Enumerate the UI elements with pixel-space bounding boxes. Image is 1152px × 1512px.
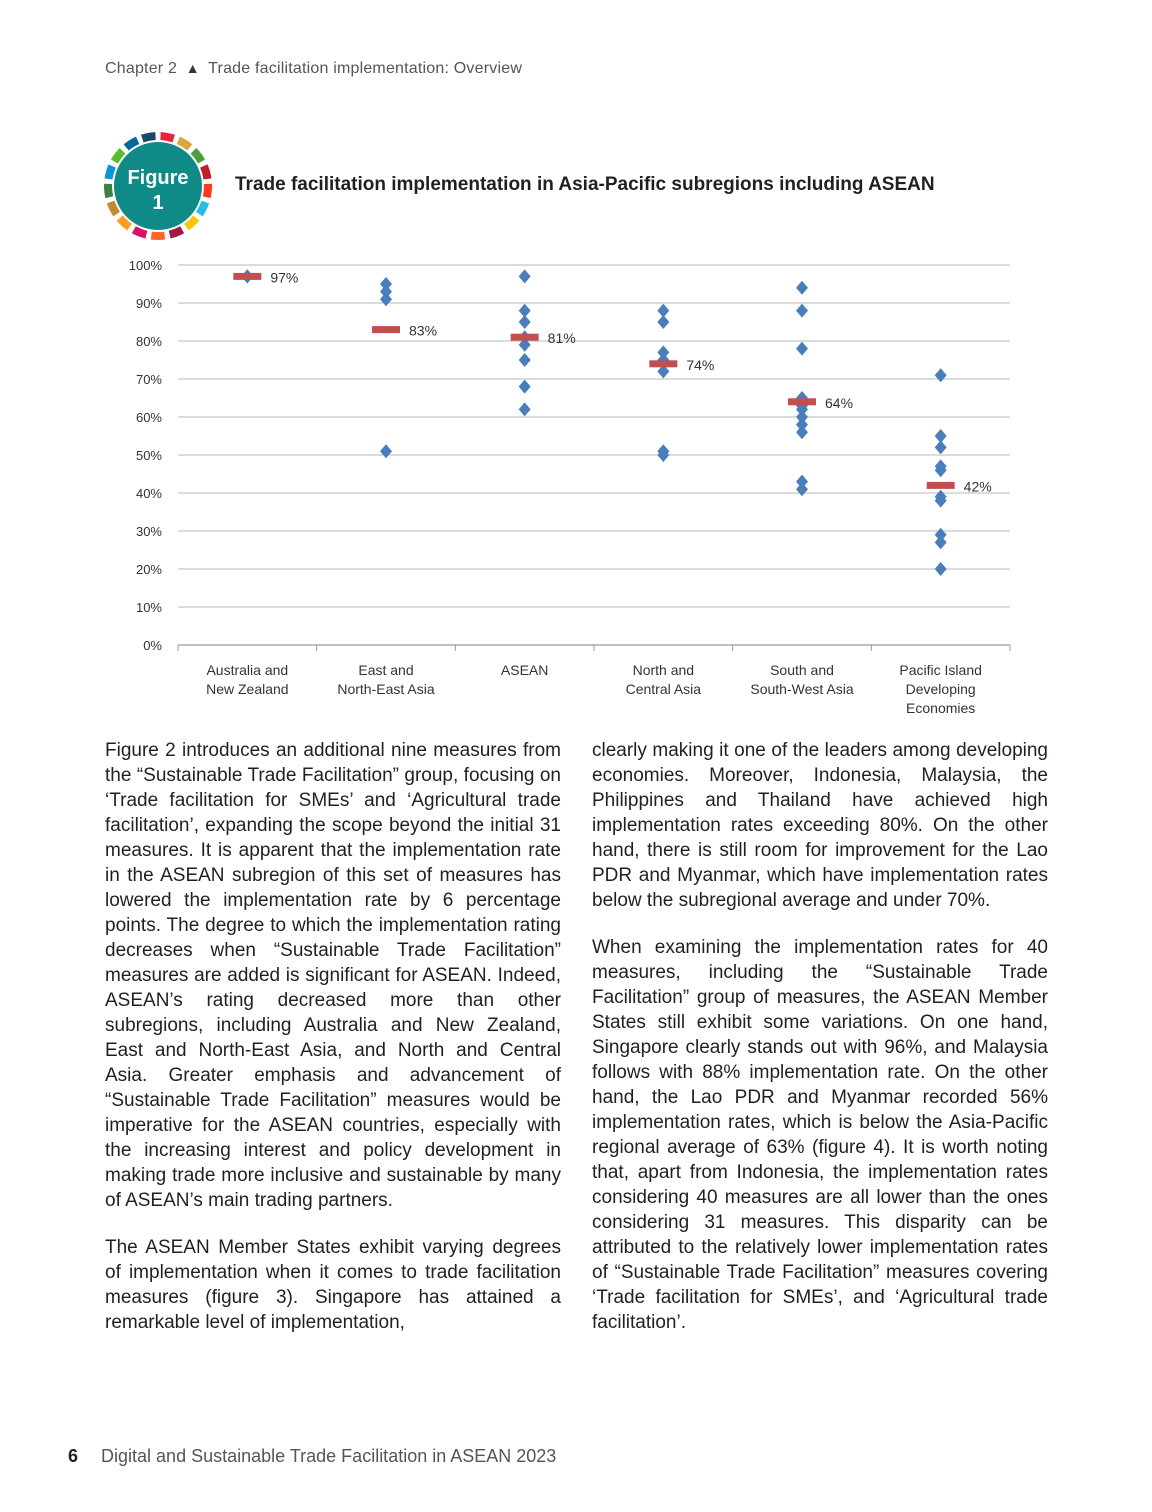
y-tick-label: 0% — [143, 638, 162, 653]
data-point-diamond — [935, 440, 947, 454]
data-point-diamond — [935, 368, 947, 382]
sdg-ring-segment — [203, 184, 212, 198]
sdg-ring-segment — [200, 164, 211, 179]
data-point-diamond — [935, 562, 947, 576]
badge-number: 1 — [152, 192, 164, 214]
average-label: 74% — [686, 356, 715, 373]
x-category-label: South-West Asia — [750, 681, 854, 697]
data-point-diamond — [657, 315, 669, 329]
sdg-ring-segment — [151, 232, 166, 240]
average-label: 64% — [825, 394, 854, 411]
paragraph: Figure 2 introduces an additional nine measures from the “Sustainable Trade Facilitation” group, focusing on ‘Trade facilitation for SMEs’ and ‘Agricultural trade facilitation’, expanding the scope beyond the initial 31 measures. It is apparent that the implementation rate in the ASEAN subregion of this set of measures has lowered the implementation rate by 6 percentage points. The degree to which the implementation rating decreases when “Sustainable Trade Facilitation” measures are added is significant for ASEAN. Indeed, ASEAN’s rating decreased more than other subregions, including Australia and New Zealand, East and North-East Asia, and North and Central Asia. Greater emphasis and advancement of “Sustainable Trade Facilitation” measures would be imperative for the ASEAN countries, especially with the increasing interest and policy development in making trade more inclusive and sustainable by many of ASEAN’s main trading partners. — [105, 740, 561, 1211]
figure-title: Trade facilitation implementation in Asia-Pacific subregions including ASEAN — [235, 174, 935, 195]
y-tick-label: 20% — [135, 562, 162, 577]
data-point-diamond — [380, 292, 392, 306]
average-marker — [511, 334, 539, 341]
data-point-diamond — [380, 444, 392, 458]
data-point-diamond — [796, 281, 808, 295]
x-category-label: South and — [770, 662, 834, 678]
data-point-diamond — [519, 402, 531, 416]
x-category-label: Central Asia — [625, 681, 702, 697]
y-tick-label: 60% — [135, 410, 162, 425]
body-column-right — [592, 738, 1048, 1357]
average-label: 97% — [270, 269, 299, 286]
page-number: 6 — [68, 1446, 79, 1466]
x-category-label: Economies — [906, 700, 976, 716]
x-category-label: ASEAN — [500, 662, 549, 678]
data-point-diamond — [796, 304, 808, 318]
data-point-diamond — [519, 353, 531, 367]
x-category-label: New Zealand — [206, 681, 289, 697]
chapter-label: Chapter 2 — [105, 60, 178, 77]
average-marker — [372, 326, 400, 333]
page-footer — [68, 1446, 556, 1467]
average-marker — [233, 273, 261, 280]
scatter-chart — [0, 250, 1152, 730]
data-point-diamond — [519, 315, 531, 329]
data-point-diamond — [796, 425, 808, 439]
y-tick-label: 10% — [135, 600, 162, 615]
sdg-ring-segment — [104, 184, 113, 198]
data-point-diamond — [796, 342, 808, 356]
x-category-label: North and — [632, 662, 695, 678]
paragraph: clearly making it one of the leaders among developing economies. Moreover, Indonesia, Malaysia, the Philippines and Thailand have achieved high implementation rates exceeding 80%. On the other hand, there is still room for improvement for the Lao PDR and Myanmar, which have implementation rates below the subregional average and under 70%. — [592, 740, 1048, 911]
publication-title: Digital and Sustainable Trade Facilitation in ASEAN 2023 — [101, 1446, 557, 1466]
body-column-left — [105, 738, 561, 1357]
badge-label: Figure — [127, 167, 189, 189]
average-label: 83% — [409, 322, 438, 339]
average-label: 42% — [963, 478, 992, 495]
section-label: Trade facilitation implementation: Overview — [208, 60, 523, 77]
y-tick-label: 70% — [135, 372, 162, 387]
sdg-ring-segment — [141, 132, 156, 142]
x-category-label: Pacific Island — [899, 662, 982, 678]
data-point-diamond — [935, 535, 947, 549]
paragraph: The ASEAN Member States exhibit varying degrees of implementation when it comes to trade facilitation measures (figure 3). Singapore has attained a remarkable level of implementation, — [105, 1237, 561, 1333]
sdg-ring-segment — [132, 226, 147, 238]
triangle-up-icon: ▲ — [185, 60, 200, 76]
y-tick-label: 30% — [135, 524, 162, 539]
data-point-diamond — [519, 380, 531, 394]
x-category-label: East and — [358, 662, 414, 678]
y-tick-label: 50% — [135, 448, 162, 463]
data-point-diamond — [796, 482, 808, 496]
average-marker — [788, 398, 816, 405]
data-point-diamond — [519, 269, 531, 283]
y-tick-label: 80% — [135, 334, 162, 349]
sdg-ring-segment — [169, 226, 184, 238]
running-header — [105, 60, 522, 78]
x-category-label: Developing — [905, 681, 976, 697]
paragraph: When examining the implementation rates for 40 measures, including the “Sustainable Trade Facilitation” group of measures, the ASEAN Member States still exhibit some variations. On one hand, Singapore clearly stands out with 96%, and Malaysia follows with 88% implementation rate. On the other hand, the Lao PDR and Myanmar recorded 56% implementation rates, which is below the Asia-Pacific regional average of 63% (figure 4). It is worth noting that, apart from Indonesia, the implementation rates considering 40 measures are all lower than the ones considering 31 measures. This disparity can be attributed to the relatively lower implementation rates of “Sustainable Trade Facilitation” measures covering ‘Trade facilitation for SMEs’, and ‘Agricultural trade facilitation’. — [592, 937, 1048, 1333]
y-tick-label: 100% — [128, 258, 162, 273]
y-tick-label: 90% — [135, 296, 162, 311]
y-tick-label: 40% — [135, 486, 162, 501]
average-marker — [649, 360, 677, 367]
average-label: 81% — [547, 330, 576, 347]
figure-badge — [100, 128, 216, 244]
x-category-label: Australia and — [206, 662, 289, 678]
sdg-ring-segment — [160, 132, 175, 142]
average-marker — [927, 482, 955, 489]
sdg-ring-segment — [105, 164, 116, 179]
x-category-label: North-East Asia — [337, 681, 435, 697]
